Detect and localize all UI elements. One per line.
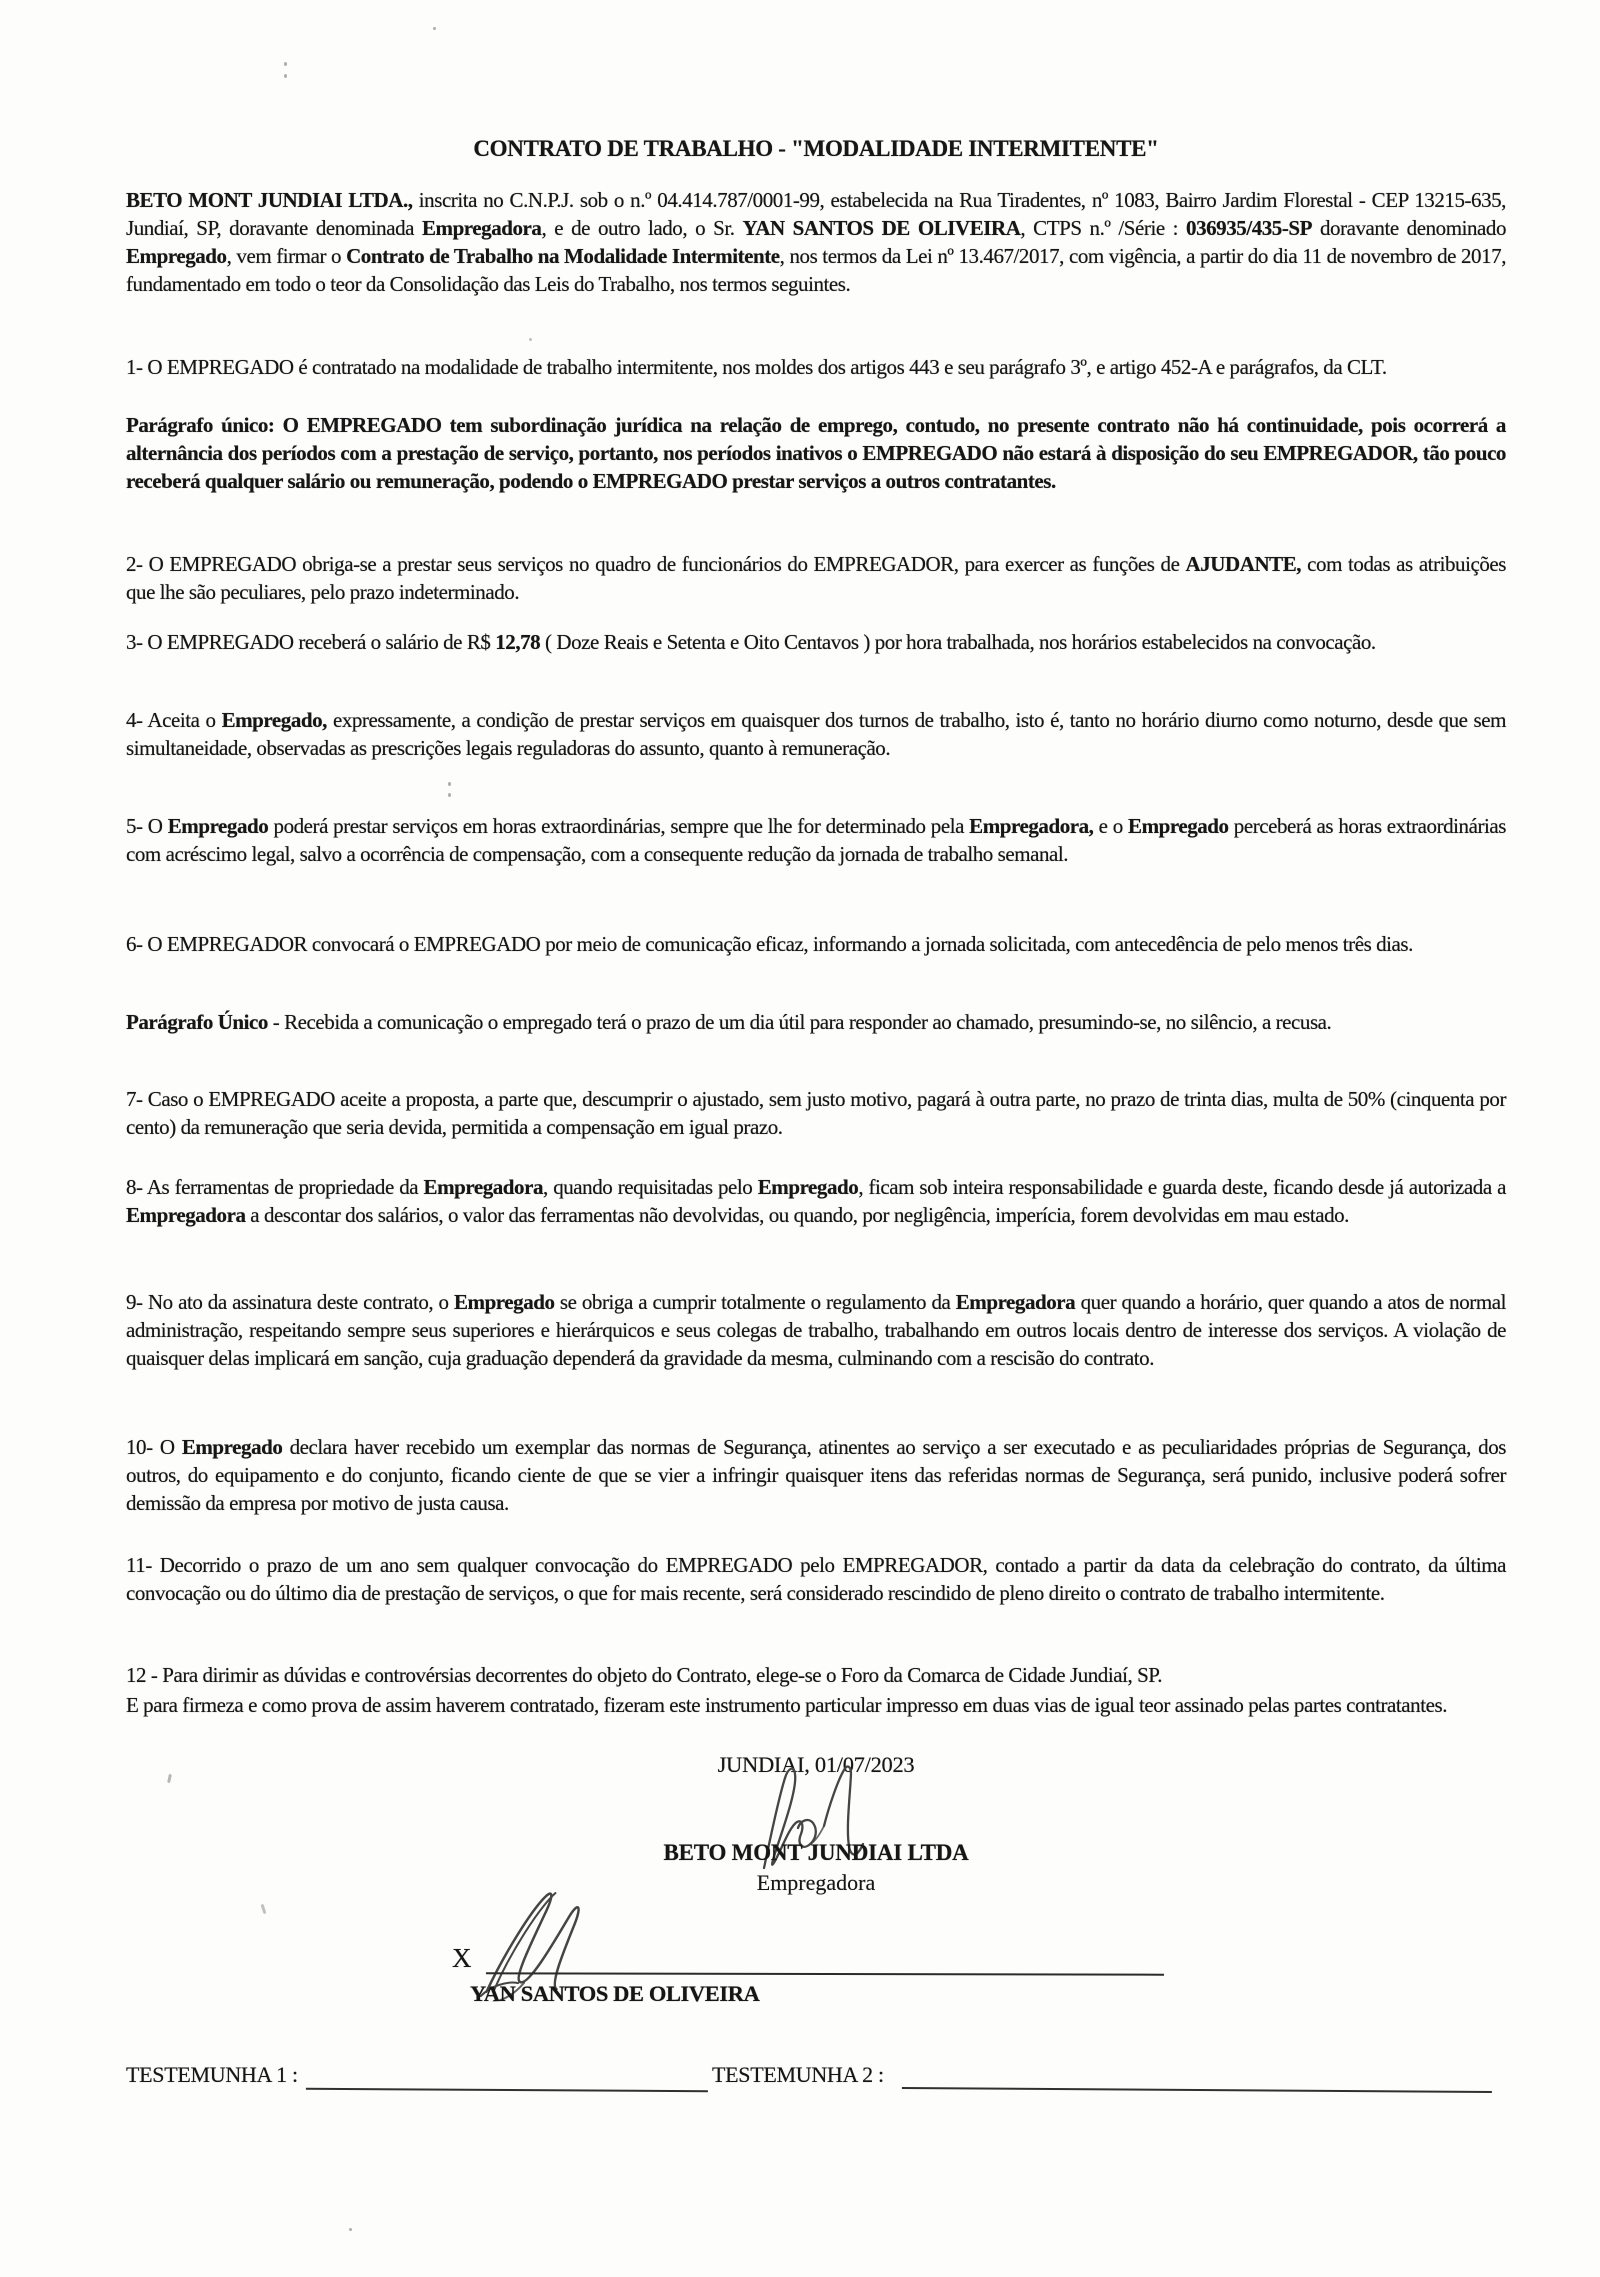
witness-2-line: [902, 2058, 1492, 2093]
scan-artifact: [433, 27, 436, 30]
signature-x-mark: X: [452, 1943, 472, 1973]
clause-1-sole-paragraph: Parágrafo único: O EMPREGADO tem subordinação jurídica na relação de emprego, contudo, no presente contrato não há continuidade, pois ocorrerá a alternância dos períodos com a prestação de serviço, portanto, nos períodos inativos o EMPREGADO não estará à disposição do seu EMPREGADOR, tão pouco receberá qualquer salário ou remuneração, podendo o EMPREGADO prestar serviços a outros contratantes.: [126, 413, 1506, 493]
clause-7: 7- Caso o EMPREGADO aceite a proposta, a parte que, descumprir o ajustado, sem justo motivo, pagará à outra parte, no prazo de trinta dias, multa de 50% (cinquenta por cento) da remuneração que seria devida, permitida a compensação em igual prazo.: [126, 1087, 1506, 1139]
document-title: CONTRATO DE TRABALHO - "MODALIDADE INTERMITENTE": [473, 136, 1159, 161]
clause-10: 10- O Empregado declara haver recebido um exemplar das normas de Segurança, atinentes ao serviço a ser executado e as peculiaridades próprias de Segurança, dos outros, do equipamento e do conjunto, ficando ciente de que se vier a infringir quaisquer itens das referidas normas de Segurança, será punido, inclusive poderá sofrer demissão da empresa por motivo de justa causa.: [126, 1435, 1506, 1515]
clause-12: 12 - Para dirimir as dúvidas e controvérsias decorrentes do objeto do Contrato, elege-se o Foro da Comarca de Cidade Jundiaí, SP.: [126, 1663, 1163, 1687]
clause-5: 5- O Empregado poderá prestar serviços em horas extraordinárias, sempre que lhe for determinado pela Empregadora, e o Empregado perceberá as horas extraordinárias com acréscimo legal, salvo a ocorrência de compensação, com a consequente redução da jornada de trabalho semanal.: [126, 814, 1506, 866]
scan-artifact: [448, 793, 451, 797]
scan-artifact: [529, 338, 532, 341]
clause-1: 1- O EMPREGADO é contratado na modalidade de trabalho intermitente, nos moldes dos artigos 443 e seu parágrafo 3º, e artigo 452-A e parágrafos, da CLT.: [126, 355, 1387, 379]
clause-8: 8- As ferramentas de propriedade da Empregadora, quando requisitadas pelo Empregado, ficam sob inteira responsabilidade e guarda deste, ficando desde já autorizada a Empregadora a descontar dos salários, o valor das ferramentas não devolvidas, ou quando, por negligência, imperícia, forem devolvidas em mau estado.: [126, 1175, 1506, 1227]
witness-1-line: [306, 2059, 708, 2092]
clause-2: 2- O EMPREGADO obriga-se a prestar seus serviços no quadro de funcionários do EMPREGADOR, para exercer as funções de AJUDANTE, com todas as atribuições que lhe são peculiares, pelo prazo indeterminado.: [126, 552, 1506, 604]
scan-artifact: [284, 74, 287, 78]
clause-11: 11- Decorrido o prazo de um ano sem qualquer convocação do EMPREGADO pelo EMPREGADOR, contado a partir da data da celebração do contrato, da última convocação ou do último dia de prestação de serviços, o que for mais recente, será considerado rescindido de pleno direito o contrato de trabalho intermitente.: [126, 1553, 1506, 1605]
employee-signature-line: [486, 1941, 1164, 1975]
scan-artifact: [349, 2228, 352, 2231]
preamble-paragraph: BETO MONT JUNDIAI LTDA., inscrita no C.N.P.J. sob o n.º 04.414.787/0001-99, estabelecida na Rua Tiradentes, nº 1083, Bairro Jardim Florestal - CEP 13215-635, Jundiaí, SP, doravante denominada Empregadora, e de outro lado, o Sr. YAN SANTOS DE OLIVEIRA, CTPS n.º /Série : 036935/435-SP doravante denominado Empregado, vem firmar o Contrato de Trabalho na Modalidade Intermitente, nos termos da Lei nº 13.467/2017, com vigência, a partir do dia 11 de novembro de 2017, fundamentado em todo o teor da Consolidação das Leis do Trabalho, nos termos seguintes.: [126, 188, 1507, 296]
scan-artifact: [448, 782, 451, 786]
employee-signature-name: YAN SANTOS DE OLIVEIRA: [470, 1981, 760, 2006]
clause-4: 4- Aceita o Empregado, expressamente, a condição de prestar serviços em quaisquer dos turnos de trabalho, isto é, tanto no horário diurno como noturno, desde que sem simultaneidade, observadas as prescrições legais reguladoras do assunto, quanto à remuneração.: [126, 708, 1507, 760]
clause-6-sole-paragraph: Parágrafo Único - Recebida a comunicação o empregado terá o prazo de um dia útil para responder ao chamado, presumindo-se, no silêncio, a recusa.: [126, 1010, 1332, 1034]
place-and-date-line: JUNDIAI, 01/07/2023: [717, 1752, 915, 1777]
company-signature-role: Empregadora: [756, 1870, 876, 1895]
clause-3: 3- O EMPREGADO receberá o salário de R$ 12,78 ( Doze Reais e Setenta e Oito Centavos ) por hora trabalhada, nos horários estabelecidos na convocação.: [126, 630, 1376, 654]
scan-artifact: [261, 1904, 267, 1914]
scan-artifact: [284, 62, 287, 66]
witness-2-label: TESTEMUNHA 2 :: [712, 2062, 884, 2087]
company-signature-name: BETO MONT JUNDIAI LTDA: [663, 1840, 969, 1865]
witness-1-label: TESTEMUNHA 1 :: [126, 2062, 298, 2087]
closing-statement: E para firmeza e como prova de assim haverem contratado, fizeram este instrumento particular impresso em duas vias de igual teor assinado pelas partes contratantes.: [126, 1693, 1448, 1717]
clause-6: 6- O EMPREGADOR convocará o EMPREGADO por meio de comunicação eficaz, informando a jornada solicitada, com antecedência de pelo menos três dias.: [126, 932, 1413, 956]
clause-9: 9- No ato da assinatura deste contrato, o Empregado se obriga a cumprir totalmente o regulamento da Empregadora quer quando a horário, quer quando a atos de normal administração, respeitando sempre seus superiores e hierárquicos e seus colegas de trabalho, trabalhando em outros locais dentro de interesse dos serviços. A violação de quaisquer delas implicará em sanção, cuja graduação dependerá da gravidade da mesma, culminando com a rescisão do contrato.: [126, 1290, 1506, 1370]
